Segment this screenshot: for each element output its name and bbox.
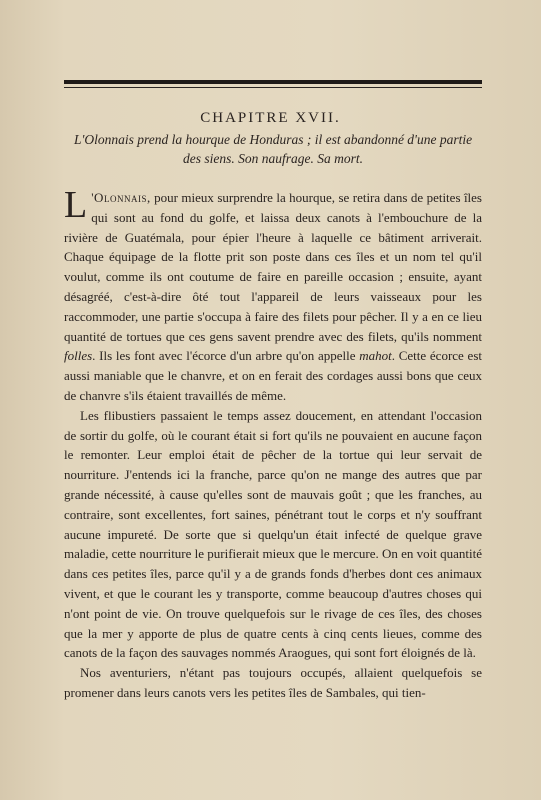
italic-term-mahot: mahot [359,348,392,364]
paragraph-1-text-b: . Ils les font avec l'écorce d'un arbre qu'on appelle [92,348,360,364]
paragraph-1-text-c: . Cette écorce est aussi maniable que le chanvre, et on en ferait des cordages aussi bons que ceux de chanvre s'ils étaient travaillés de même. [64,348,482,403]
italic-term-folles: folles [64,348,93,364]
paragraph-1-text-a: pour mieux surprendre la hourque, se retira dans de petites îles qui sont au fond du golfe, et laissa deux canots à l'embouchure de la rivière de Guatémala, pour épier l'heure à laquelle ce bâtiment arriverait. Chaque équipage de la flotte prit son poste dans ces îles et un nom tel qu'il voulut, comme ils ont coutume de faire en pareille occasion ; ensuite, ayant désagréé, c'est-à-dire ôté tout l'appareil de leurs vaisseaux pour les raccommoder, une partie s'occupa à faire des filets pour pêcher. Il y a en ce lieu quantité de tortues que ces gens savent prendre avec des filets, qu'ils nomment [64,190,482,344]
body-text [64,184,482,703]
lead-in-smallcaps: 'Olonnais, [91,190,151,205]
chapter-title: CHAPITRE XVII. [200,110,341,126]
chapter-subtitle [64,130,482,168]
paragraph-1 [64,184,482,406]
header-rule-thick [64,80,482,84]
header-rule-thin [64,87,482,88]
paragraph-2: Les flibustiers passaient le temps assez doucement, en attendant l'occasion de sortir du golfe, où le courant était si fort qu'ils ne pouvaient en aucune façon le remonter. Leur emploi était de pêcher de la tortue qui leur servait de nourriture. J'entends ici la franche, parce qu'on ne mange des autres que par grande nécessité, à cause qu'elles sont de mauvais goût ; que les franches, au contraire, sont excellentes, fort saines, pénétrant tout le corps et n'y souffrant aucune impureté. De sorte que si quelqu'un était infecté de quelque grave maladie, cette nourriture le purifierait mieux que le mercure. On en voit quantité dans ces petites îles, parce qu'il y a de grands fonds d'herbes dont ces animaux vivent, et que le courant les y transporte, comme beaucoup d'autres choses qui n'ont point de vie. On trouve quelquefois sur le rivage de ces îles, des choses que la mer y apporte de plus de quatre cents à cinq cents lieues, comme des canots de la façon des sauvages nommés Araogues, qui sont fort éloignés de là. [64,407,482,661]
drop-cap: L [64,184,88,226]
subtitle-line-1: L'Olonnais prend la hourque de Honduras ; il est abandonné d'une partie [73,132,473,147]
subtitle-line-2: des siens. Son naufrage. Sa mort. [183,151,363,166]
paragraph-3: Nos aventuriers, n'étant pas toujours occupés, allaient quelquefois se promener dans leurs canots vers les petites îles de Sambales, qui tien- [64,665,482,700]
